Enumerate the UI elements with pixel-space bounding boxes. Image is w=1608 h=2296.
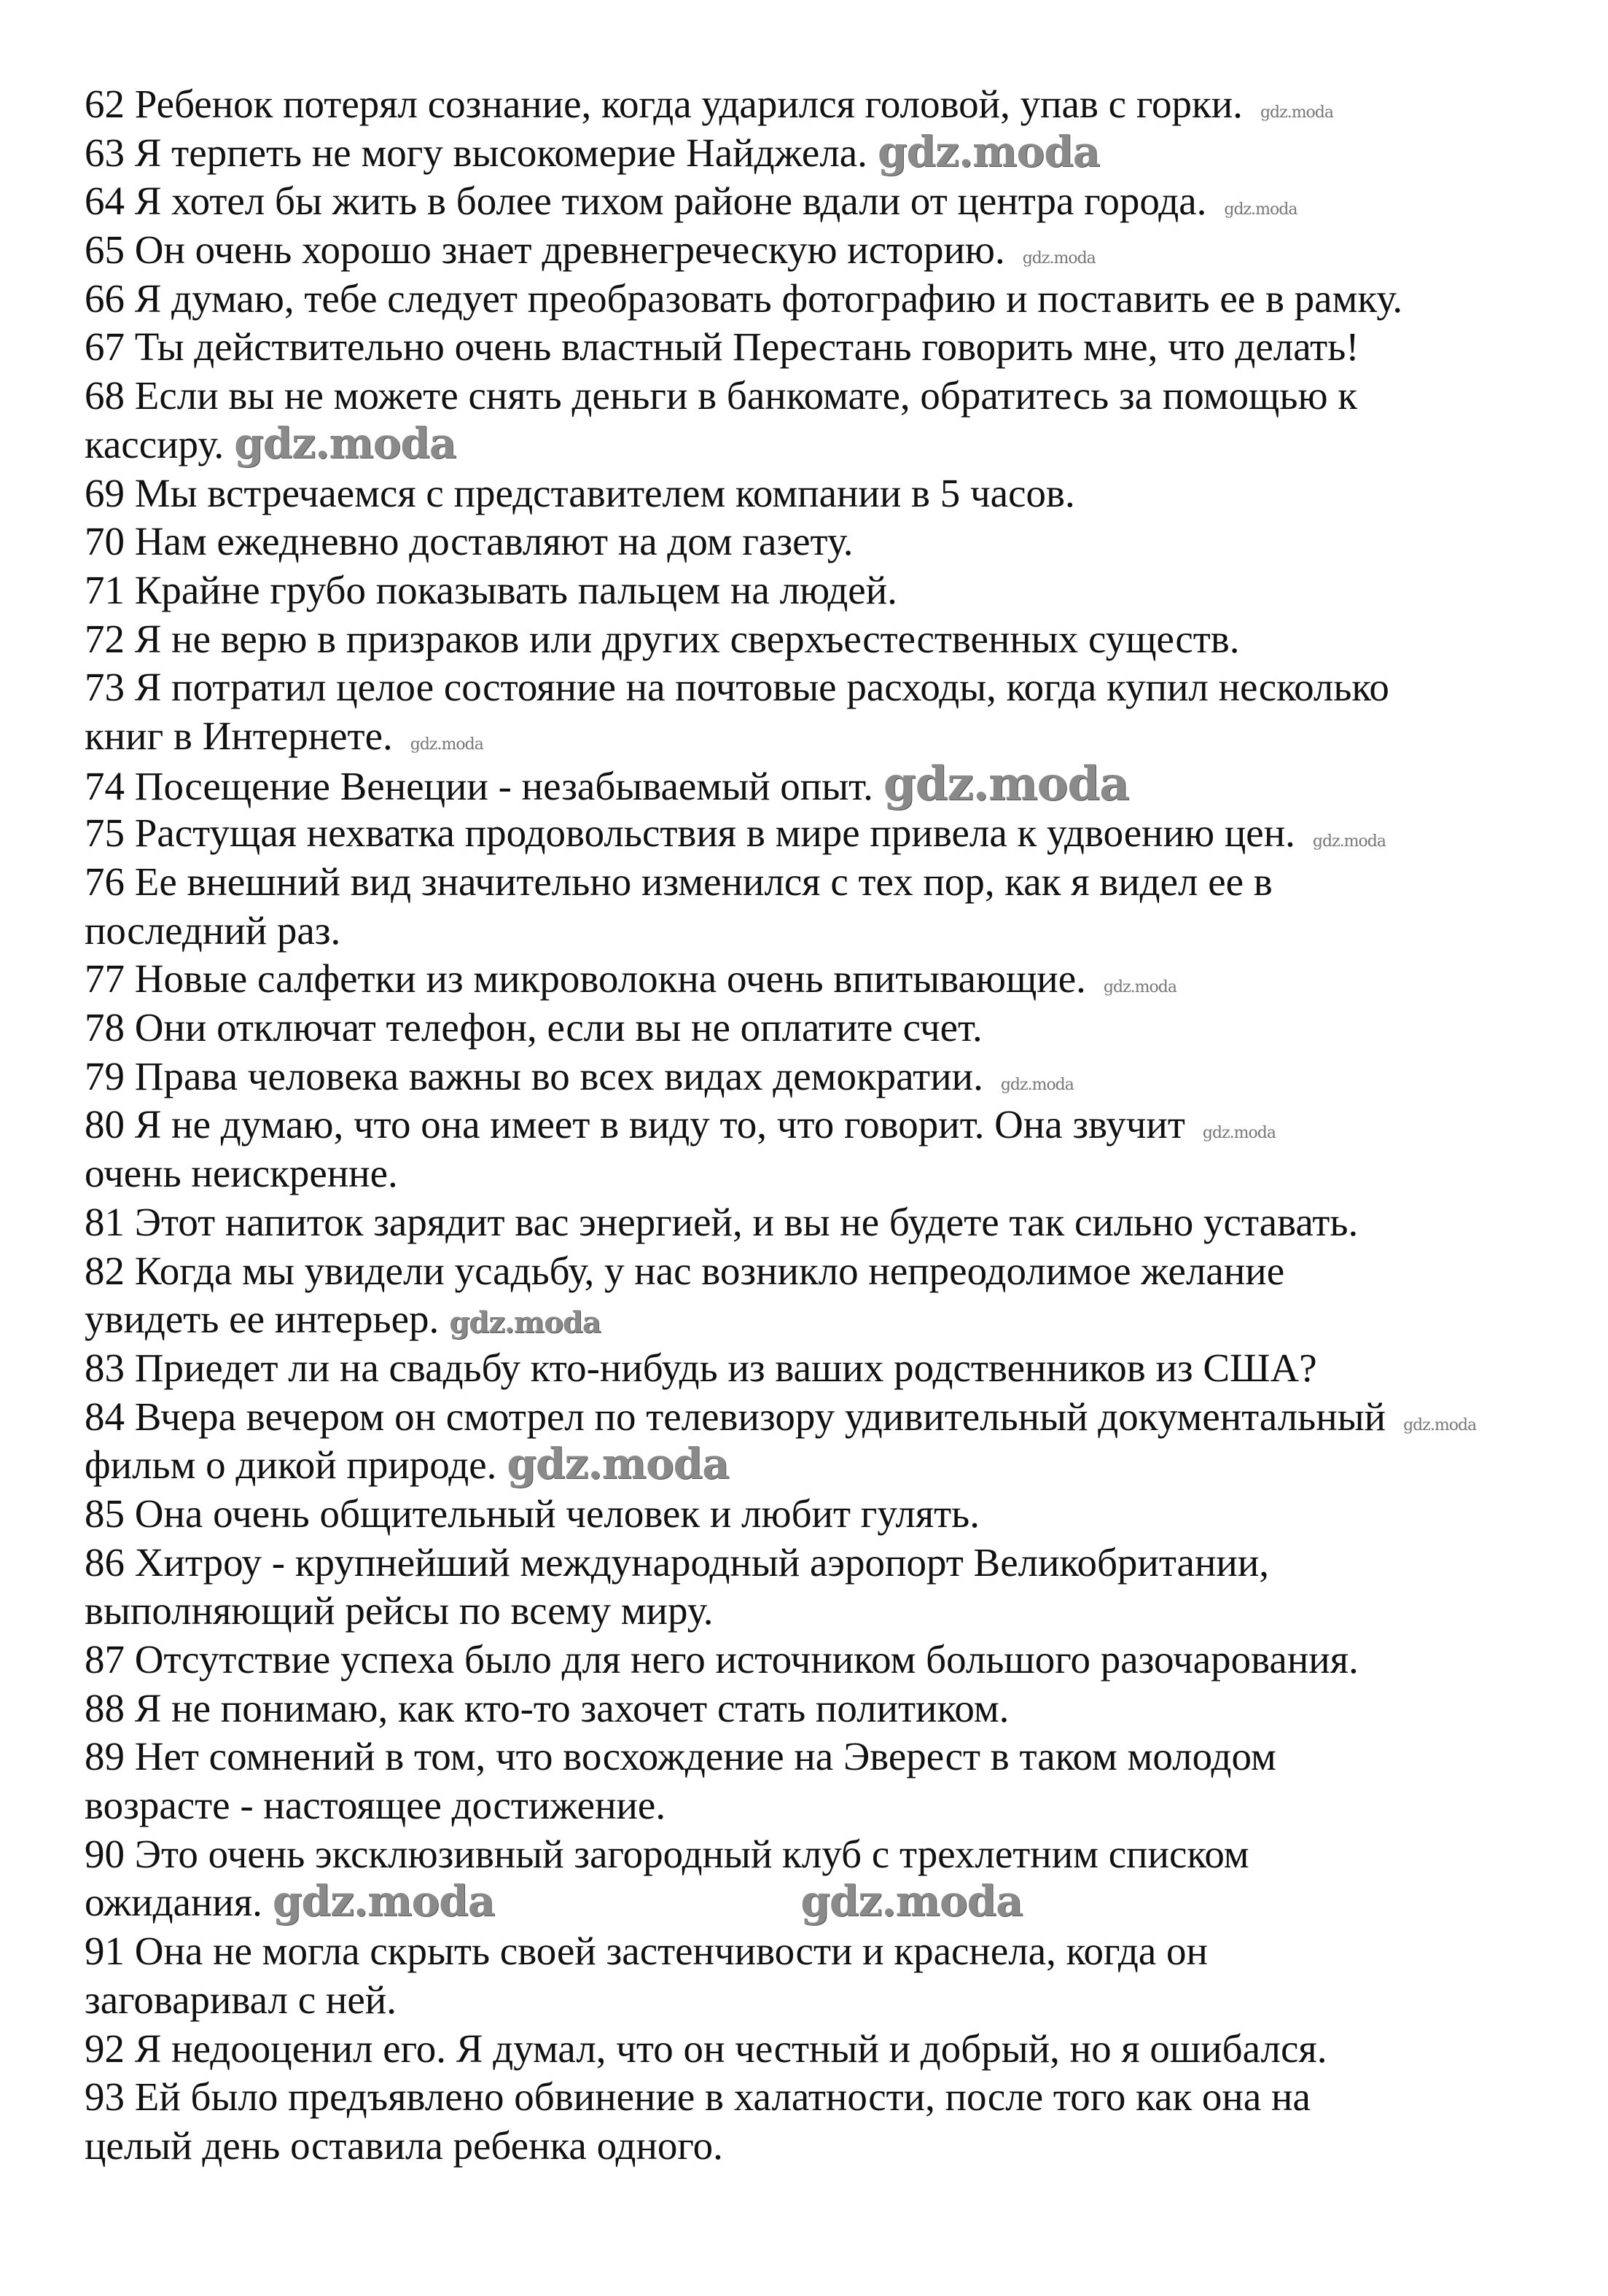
list-item [85,858,1579,955]
list-item [85,1927,1579,2024]
list-item [85,2073,1579,2170]
list-item-line [85,955,1579,1004]
list-item-text: заговаривал с ней. [85,1977,397,2022]
list-item-line [85,226,1579,275]
list-item-text: 89 Нет сомнений в том, что восхождение на Эверест в таком молодом [85,1734,1276,1779]
list-item-line [85,1198,1579,1247]
list-item-text: 74 Посещение Венеции - незабываемый опыт. [85,763,873,808]
list-item [85,226,1579,275]
list-item-line [85,1149,1579,1198]
list-item-text: 65 Он очень хорошо знает древнегреческую историю. [85,227,1005,273]
list-item-text: 63 Я терпеть не могу высокомерие Найджела. [85,130,867,175]
list-item-line [85,177,1579,226]
list-item-line [85,1295,1579,1344]
list-item-line [85,1490,1579,1539]
watermark: gdz.moda [1022,249,1096,268]
list-item [85,1490,1579,1539]
list-item-line [85,1976,1579,2025]
watermark: gdz.moda [234,418,456,468]
list-item-text: 83 Приедет ли на свадьбу кто-нибудь из ваших родственников из США? [85,1345,1317,1390]
list-item-text: 67 Ты действительно очень властный Перестань говорить мне, что делать! [85,324,1359,370]
watermark: gdz.moda [1103,978,1176,997]
watermark: gdz.moda [883,756,1129,811]
list-item-line [85,1393,1579,1442]
list-item-line [85,2073,1579,2122]
list-item [85,2025,1579,2074]
list-item-line [85,1344,1579,1393]
list-item-line [85,2122,1579,2171]
list-item [85,615,1579,664]
list-item-text: 87 Отсутствие успеха было для него источником большого разочарования. [85,1637,1359,1682]
list-item-text: 75 Растущая нехватка продовольствия в мире привела к удвоению цен. [85,811,1295,856]
watermark: gdz.moda [1202,1124,1276,1143]
list-item [85,1684,1579,1733]
list-item-text: 76 Ее внешний вид значительно изменился с тех пор, как я видел ее в [85,859,1273,904]
list-item-text: последний раз. [85,907,341,953]
list-item [85,809,1579,858]
list-item-line [85,1927,1579,1976]
list-item-text: 69 Мы встречаемся с представителем компании в 5 часов. [85,470,1075,515]
list-item-text: 81 Этот напиток зарядит вас энергией, и вы не будете так сильно уставать. [85,1199,1359,1244]
list-item [85,1004,1579,1053]
list-item-text: 88 Я не понимаю, как кто-то захочет стать политиком. [85,1685,1010,1730]
list-item [85,275,1579,324]
watermark: gdz.moda [1312,832,1386,851]
list-item [85,323,1579,372]
list-item-line [85,1004,1579,1053]
list-item-line [85,126,1579,178]
watermark: gdz.moda [1403,1416,1477,1434]
list-item-text: 68 Если вы не можете снять деньги в банкомате, обратитесь за помощью к [85,373,1358,418]
list-item-text: 73 Я потратил целое состояние на почтовые расходы, когда купил несколько [85,665,1389,710]
list-item-line [85,469,1579,518]
list-item-line [85,907,1579,956]
list-item [85,1539,1579,1636]
list-item [85,756,1579,811]
list-item-line [85,1441,1579,1490]
list-item-line [85,566,1579,615]
list-item-line [85,1587,1579,1636]
list-item-text: фильм о дикой природе. [85,1442,497,1488]
list-item-text: книг в Интернете. [85,713,393,758]
list-item-text: выполняющий рейсы по всему миру. [85,1588,714,1633]
list-item-text: целый день оставила ребенка одного. [85,2123,723,2168]
list-item-text: кассиру. [85,421,225,466]
list-item [85,1344,1579,1393]
list-item [85,177,1579,226]
list-item [85,1636,1579,1684]
list-item-line [85,1684,1579,1733]
list-item-text: 71 Крайне грубо показывать пальцем на людей. [85,567,897,612]
list-item-text: 79 Права человека важны во всех видах демократии. [85,1053,983,1098]
list-item [85,1247,1579,1344]
list-item-line [85,712,1579,761]
list-item-line [85,275,1579,324]
list-item [85,1733,1579,1830]
list-item-line [85,615,1579,664]
list-item [85,955,1579,1004]
list-item-text: ожидания. [85,1880,262,1925]
list-item-text: 62 Ребенок потерял сознание, когда ударился головой, упав с горки. [85,82,1243,126]
list-item-line [85,80,1579,129]
list-item [85,663,1579,760]
list-item-line [85,1101,1579,1149]
list-item [85,126,1579,178]
list-item-text: 92 Я недооценил его. Я думал, что он честный и добрый, но я ошибался. [85,2026,1327,2071]
list-item-text: 86 Хитроу - крупнейший международный аэропорт Великобритании, [85,1539,1270,1585]
watermark: gdz.moda [1000,1075,1074,1094]
document-text [85,80,1579,2171]
list-item-text: возрасте - настоящее достижение. [85,1783,666,1828]
list-item-line [85,2025,1579,2074]
list-item-line [85,1878,1579,1927]
list-item-text: 78 Они отключат телефон, если вы не оплатите счет. [85,1005,983,1050]
watermark: gdz.moda [1224,200,1297,219]
list-item-text: 70 Нам ежедневно доставляют на дом газету. [85,519,854,564]
list-item-text: 66 Я думаю, тебе следует преобразовать фотографию и поставить ее в рамку. [85,276,1403,321]
list-item-text: 77 Новые салфетки из микроволокна очень впитывающие. [85,956,1086,1001]
list-item-line [85,1733,1579,1781]
list-item-line [85,372,1579,421]
list-item-line [85,756,1579,811]
watermark: gdz.moda [800,1876,1023,1926]
list-item-text: 93 Ей было предъявлено обвинение в халатности, после того как она на [85,2074,1311,2120]
list-item [85,1393,1579,1490]
list-item-text: 84 Вчера вечером он смотрел по телевизору удивительный документальный [85,1394,1386,1439]
list-item-line [85,1539,1579,1588]
watermark: gdz.moda [1260,104,1333,122]
list-item [85,1053,1579,1101]
list-item-line [85,518,1579,566]
list-item [85,372,1579,469]
list-item-text: 72 Я не верю в призраков или других сверхъестественных существ. [85,616,1240,661]
list-item-text: 82 Когда мы увидели усадьбу, у нас возникло непреодолимое желание [85,1248,1285,1293]
list-item-line [85,1053,1579,1101]
list-item-line [85,858,1579,907]
list-item [85,80,1579,129]
list-item [85,518,1579,566]
list-item-text: 80 Я не думаю, что она имеет в виду то, что говорит. Она звучит [85,1102,1185,1147]
watermark: gdz.moda [877,126,1100,176]
list-item [85,1101,1579,1198]
list-item-text: очень неискренне. [85,1151,398,1196]
list-item [85,1830,1579,1927]
watermark: gdz.moda [272,1876,495,1926]
list-item [85,566,1579,615]
list-item-line [85,1636,1579,1684]
list-item-line [85,809,1579,858]
list-item-text: 85 Она очень общительный человек и любит гулять. [85,1491,980,1536]
watermark: gdz.moda [449,1305,601,1340]
list-item-text: 91 Она не могла скрыть своей застенчивости и краснела, когда он [85,1929,1208,1974]
list-item-line [85,1830,1579,1879]
list-item-line [85,1781,1579,1830]
list-item-line [85,1247,1579,1296]
list-item-text: 90 Это очень эксклюзивный загородный клуб с трехлетним списком [85,1831,1249,1876]
list-item [85,469,1579,518]
list-item-line [85,418,1579,469]
watermark: gdz.moda [410,735,483,754]
list-item-text: 64 Я хотел бы жить в более тихом районе вдали от центра города. [85,179,1207,224]
list-item-line [85,323,1579,372]
watermark: gdz.moda [507,1439,729,1489]
list-item-text: увидеть ее интерьер. [85,1297,440,1342]
list-item-line [85,663,1579,712]
list-item [85,1198,1579,1247]
